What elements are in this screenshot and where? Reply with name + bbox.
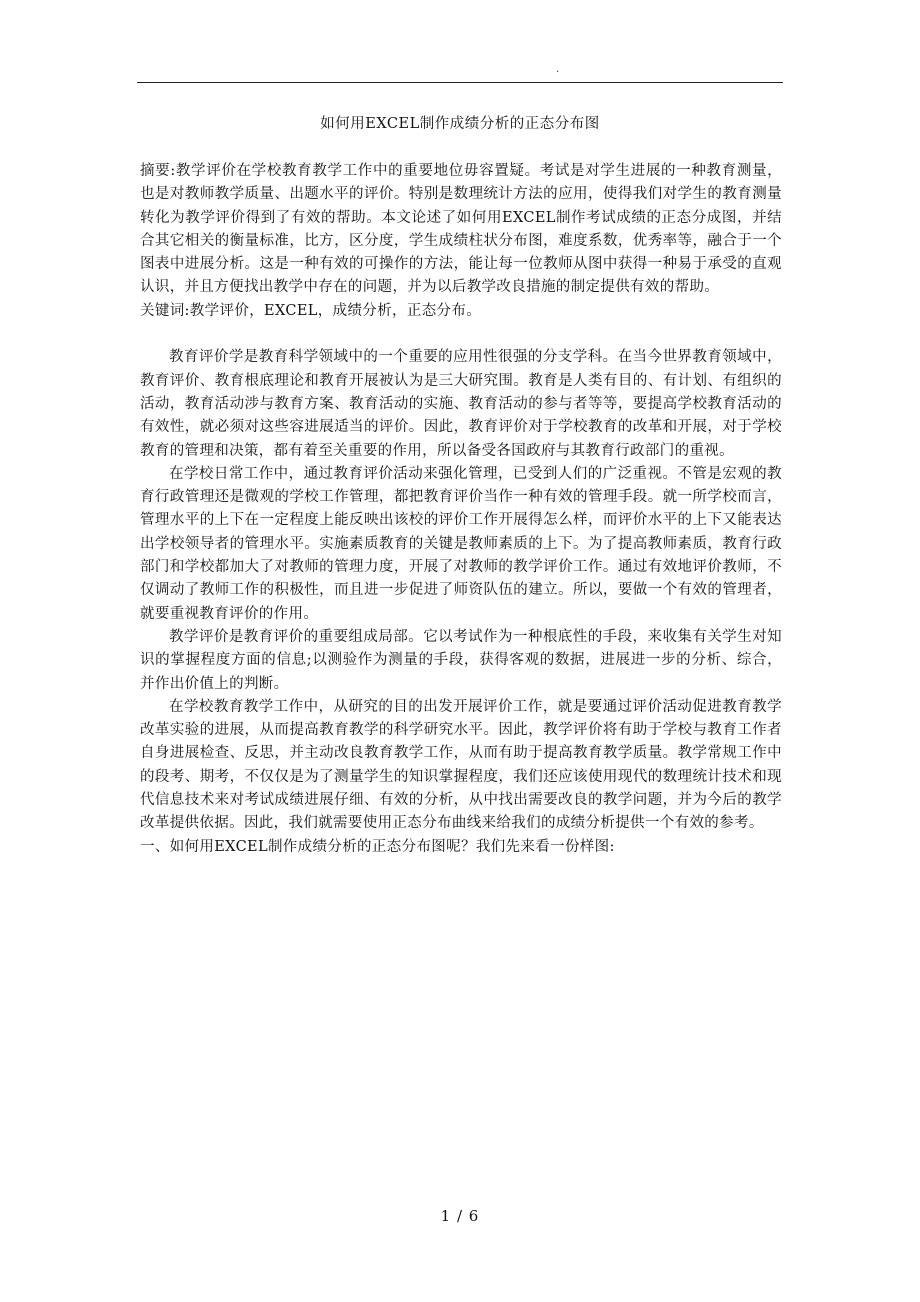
- keywords-paragraph: [140, 300, 782, 323]
- paragraph-spacer: [140, 323, 782, 346]
- abstract-paragraph: [140, 160, 782, 300]
- header-rule: [137, 82, 783, 83]
- body-paragraph-1: 教育评价学是教育科学领域中的一个重要的应用性很强的分支学科。在当今世界教育领域中，教育评价、教育根底理论和教育开展被认为是三大研究围。教育是人类有目的、有计划、有组织的活动，教育活动涉与教育方案、教育活动的实施、教育活动的参与者等等，要提高学校教育活动的有效性，就必须对这些容进展适当的评价。因此，教育评价对于学校教育的改革和开展，对于学校教育的管理和决策，都有着至关重要的作用，所以备受各国政府与其教育行政部门的重视。: [140, 349, 782, 459]
- keywords-text: 教学评价，EXCEL，成绩分析，正态分布。: [189, 302, 482, 319]
- document-body: [140, 160, 782, 859]
- keywords-label: 关键词:: [140, 302, 190, 319]
- body-paragraph-2: 在学校日常工作中，通过教育评价活动来强化管理，已受到人们的广泛重视。不管是宏观的教育行政管理还是微观的学校工作管理，都把教育评价当作一种有效的管理手段。就一所学校而言，管理水平的上下在一定程度上能反映出该校的评价工作开展得怎么样，而评价水平的上下又能表达出学校领导者的管理水平。实施素质教育的关键是教师素质的上下。为了提高教师素质，教育行政部门和学校都加大了对教师的管理力度，开展了对教师的教学评价工作。通过有效地评价教师，不仅调动了教师工作的积极性，而且进一步促进了师资队伍的建立。所以，要做一个有效的管理者，就要重视教育评价的作用。: [140, 465, 782, 622]
- body-paragraph-4: 在学校教育教学工作中，从研究的目的出发开展评价工作，就是要通过评价活动促进教育教学改革实验的进展，从而提高教育教学的科学研究水平。因此，教学评价将有助于学校与教育工作者自身进展检查、反思，并主动改良教育教学工作，从而有助于提高教育教学质量。教学常规工作中的段考、期考，不仅仅是为了测量学生的知识掌握程度，我们还应该使用现代的数理统计技术和现代信息技术来对考试成绩进展仔细、有效的分析，从中找出需要改良的教学问题，并为今后的教学改革提供依据。因此，我们就需要使用正态分布曲线来给我们的成绩分析提供一个有效的参考。: [140, 698, 782, 832]
- page-number: 1 / 6: [440, 1207, 480, 1225]
- header-mark: .: [556, 64, 560, 75]
- abstract-label: 摘要:: [140, 163, 176, 179]
- section-heading: 一、如何用EXCEL制作成绩分析的正态分布图呢？我们先来看一份样图:: [140, 838, 615, 855]
- body-paragraph-3: 教学评价是教育评价的重要组成局部。它以考试作为一种根底性的手段，来收集有关学生对知识的掌握程度方面的信息;以测验作为测量的手段，获得客观的数据，进展进一步的分析、综合，并作出价值上的判断。: [140, 628, 782, 692]
- document-title: 如何用EXCEL制作成绩分析的正态分布图: [320, 116, 600, 132]
- abstract-text: 教学评价在学校教育教学工作中的重要地位毋容置疑。考试是对学生进展的一种教育测量，也是对教师教学质量、出题水平的评价。特别是数理统计方法的应用，使得我们对学生的教育测量转化为教学评价得到了有效的帮助。本文论述了如何用EXCEL制作考试成绩的正态分成图，并结合其它相关的衡量标准，比方，区分度，学生成绩柱状分布图，难度系数，优秀率等，融合于一个图表中进展分析。这是一种有效的可操作的方法，能让每一位教师从图中获得一种易于承受的直观认识，并且方便找出教学中存在的问题，并为以后教学改良措施的制定提供有效的帮助。: [140, 163, 782, 296]
